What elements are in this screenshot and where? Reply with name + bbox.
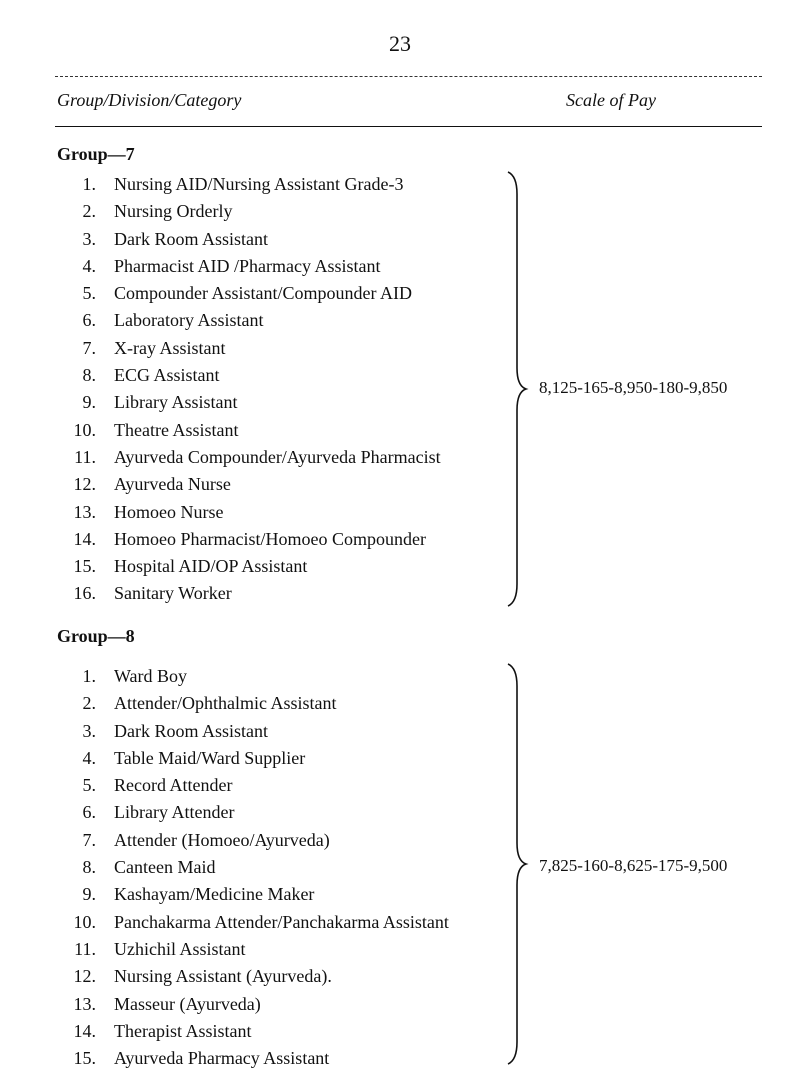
item-number: 8. [82, 365, 96, 386]
list-item [60, 226, 520, 253]
item-label: Uzhichil Assistant [114, 938, 246, 959]
item-label: Dark Room Assistant [114, 228, 269, 249]
item-label: Compounder Assistant/Compounder AID [114, 283, 412, 304]
list-item [60, 171, 520, 198]
item-label: Homoeo Pharmacist/Homoeo Compounder [114, 528, 426, 549]
item-number: 16. [73, 583, 96, 604]
item-label: Table Maid/Ward Supplier [114, 747, 306, 768]
item-label: Ayurveda Compounder/Ayurveda Pharmacist [114, 446, 441, 467]
item-number: 15. [73, 1048, 96, 1069]
list-item [60, 991, 520, 1018]
item-label: Record Attender [114, 775, 233, 796]
item-number: 1. [82, 666, 96, 686]
list-item [60, 1018, 520, 1045]
list-item [60, 417, 520, 444]
item-label: Attender (Homoeo/Ayurveda) [114, 829, 330, 850]
item-number: 11. [74, 938, 96, 959]
item-label: Library Attender [114, 802, 235, 823]
item-number: 6. [82, 310, 96, 331]
list-item [60, 471, 520, 498]
item-number: 2. [82, 201, 96, 222]
item-label: Nursing Assistant (Ayurveda). [114, 966, 332, 987]
item-number: 7. [82, 337, 96, 358]
item-label: ECG Assistant [114, 365, 220, 386]
item-label: X-ray Assistant [114, 337, 226, 358]
item-number: 14. [73, 528, 96, 549]
group-7-list [60, 171, 520, 608]
item-label: Ayurveda Pharmacy Assistant [114, 1048, 330, 1069]
item-label: Pharmacist AID /Pharmacy Assistant [114, 255, 381, 276]
list-item [60, 772, 520, 799]
header-top-rule [55, 76, 762, 77]
item-number: 5. [82, 775, 96, 796]
list-item [60, 362, 520, 389]
item-number: 3. [82, 228, 96, 249]
item-label: Laboratory Assistant [114, 310, 264, 331]
group-8-heading: Group—8 [57, 626, 135, 646]
page-number: 23 [389, 31, 411, 56]
item-label: Ayurveda Nurse [114, 474, 231, 495]
list-item [60, 854, 520, 881]
item-number: 11. [74, 446, 96, 467]
list-item [60, 444, 520, 471]
list-item [60, 936, 520, 963]
list-item [60, 335, 520, 362]
item-number: 14. [73, 1020, 96, 1041]
group-7-scale-of-pay: 8,125-165-8,950-180-9,850 [539, 378, 728, 397]
item-label: Ward Boy [114, 666, 188, 686]
list-item [60, 963, 520, 990]
item-number: 10. [73, 419, 96, 440]
item-label: Sanitary Worker [114, 583, 232, 604]
column-header-scale-of-pay: Scale of Pay [566, 90, 656, 110]
item-label: Hospital AID/OP Assistant [114, 556, 308, 577]
list-item [60, 580, 520, 607]
list-item [60, 827, 520, 854]
item-number: 2. [82, 693, 96, 714]
list-item [60, 881, 520, 908]
list-item [60, 280, 520, 307]
item-label: Nursing AID/Nursing Assistant Grade-3 [114, 174, 404, 194]
item-number: 8. [82, 857, 96, 878]
list-item [60, 307, 520, 334]
column-header-category: Group/Division/Category [57, 90, 242, 110]
list-item [60, 389, 520, 416]
group-8-list [60, 663, 520, 1072]
item-label: Canteen Maid [114, 857, 216, 878]
item-number: 4. [82, 747, 96, 768]
item-label: Dark Room Assistant [114, 720, 269, 741]
group-8-scale-of-pay: 7,825-160-8,625-175-9,500 [539, 856, 728, 875]
item-number: 6. [82, 802, 96, 823]
list-item [60, 745, 520, 772]
item-number: 12. [73, 474, 96, 495]
list-item [60, 499, 520, 526]
item-number: 4. [82, 255, 96, 276]
item-label: Theatre Assistant [114, 419, 239, 440]
item-label: Library Assistant [114, 392, 238, 413]
item-number: 9. [82, 392, 96, 413]
item-label: Therapist Assistant [114, 1020, 252, 1041]
list-item [60, 553, 520, 580]
list-item [60, 799, 520, 826]
list-item [60, 909, 520, 936]
list-item [60, 690, 520, 717]
item-label: Masseur (Ayurveda) [114, 993, 261, 1014]
item-number: 13. [73, 501, 96, 522]
item-number: 7. [82, 829, 96, 850]
item-number: 12. [73, 966, 96, 987]
item-number: 5. [82, 283, 96, 304]
list-item [60, 663, 520, 690]
list-item [60, 253, 520, 280]
header-bottom-rule [55, 126, 762, 127]
list-item [60, 1045, 520, 1072]
item-label: Homoeo Nurse [114, 501, 224, 522]
group-7-heading: Group—7 [57, 144, 135, 164]
list-item [60, 526, 520, 553]
item-number: 1. [82, 174, 96, 194]
item-number: 10. [73, 911, 96, 932]
item-number: 9. [82, 884, 96, 905]
item-number: 15. [73, 556, 96, 577]
item-number: 13. [73, 993, 96, 1014]
item-label: Kashayam/Medicine Maker [114, 884, 315, 905]
item-label: Nursing Orderly [114, 201, 233, 222]
list-item [60, 198, 520, 225]
item-label: Attender/Ophthalmic Assistant [114, 693, 337, 714]
group-8-brace [500, 662, 530, 1066]
item-number: 3. [82, 720, 96, 741]
item-label: Panchakarma Attender/Panchakarma Assistant [114, 911, 449, 932]
list-item [60, 718, 520, 745]
group-7-brace [500, 170, 530, 608]
